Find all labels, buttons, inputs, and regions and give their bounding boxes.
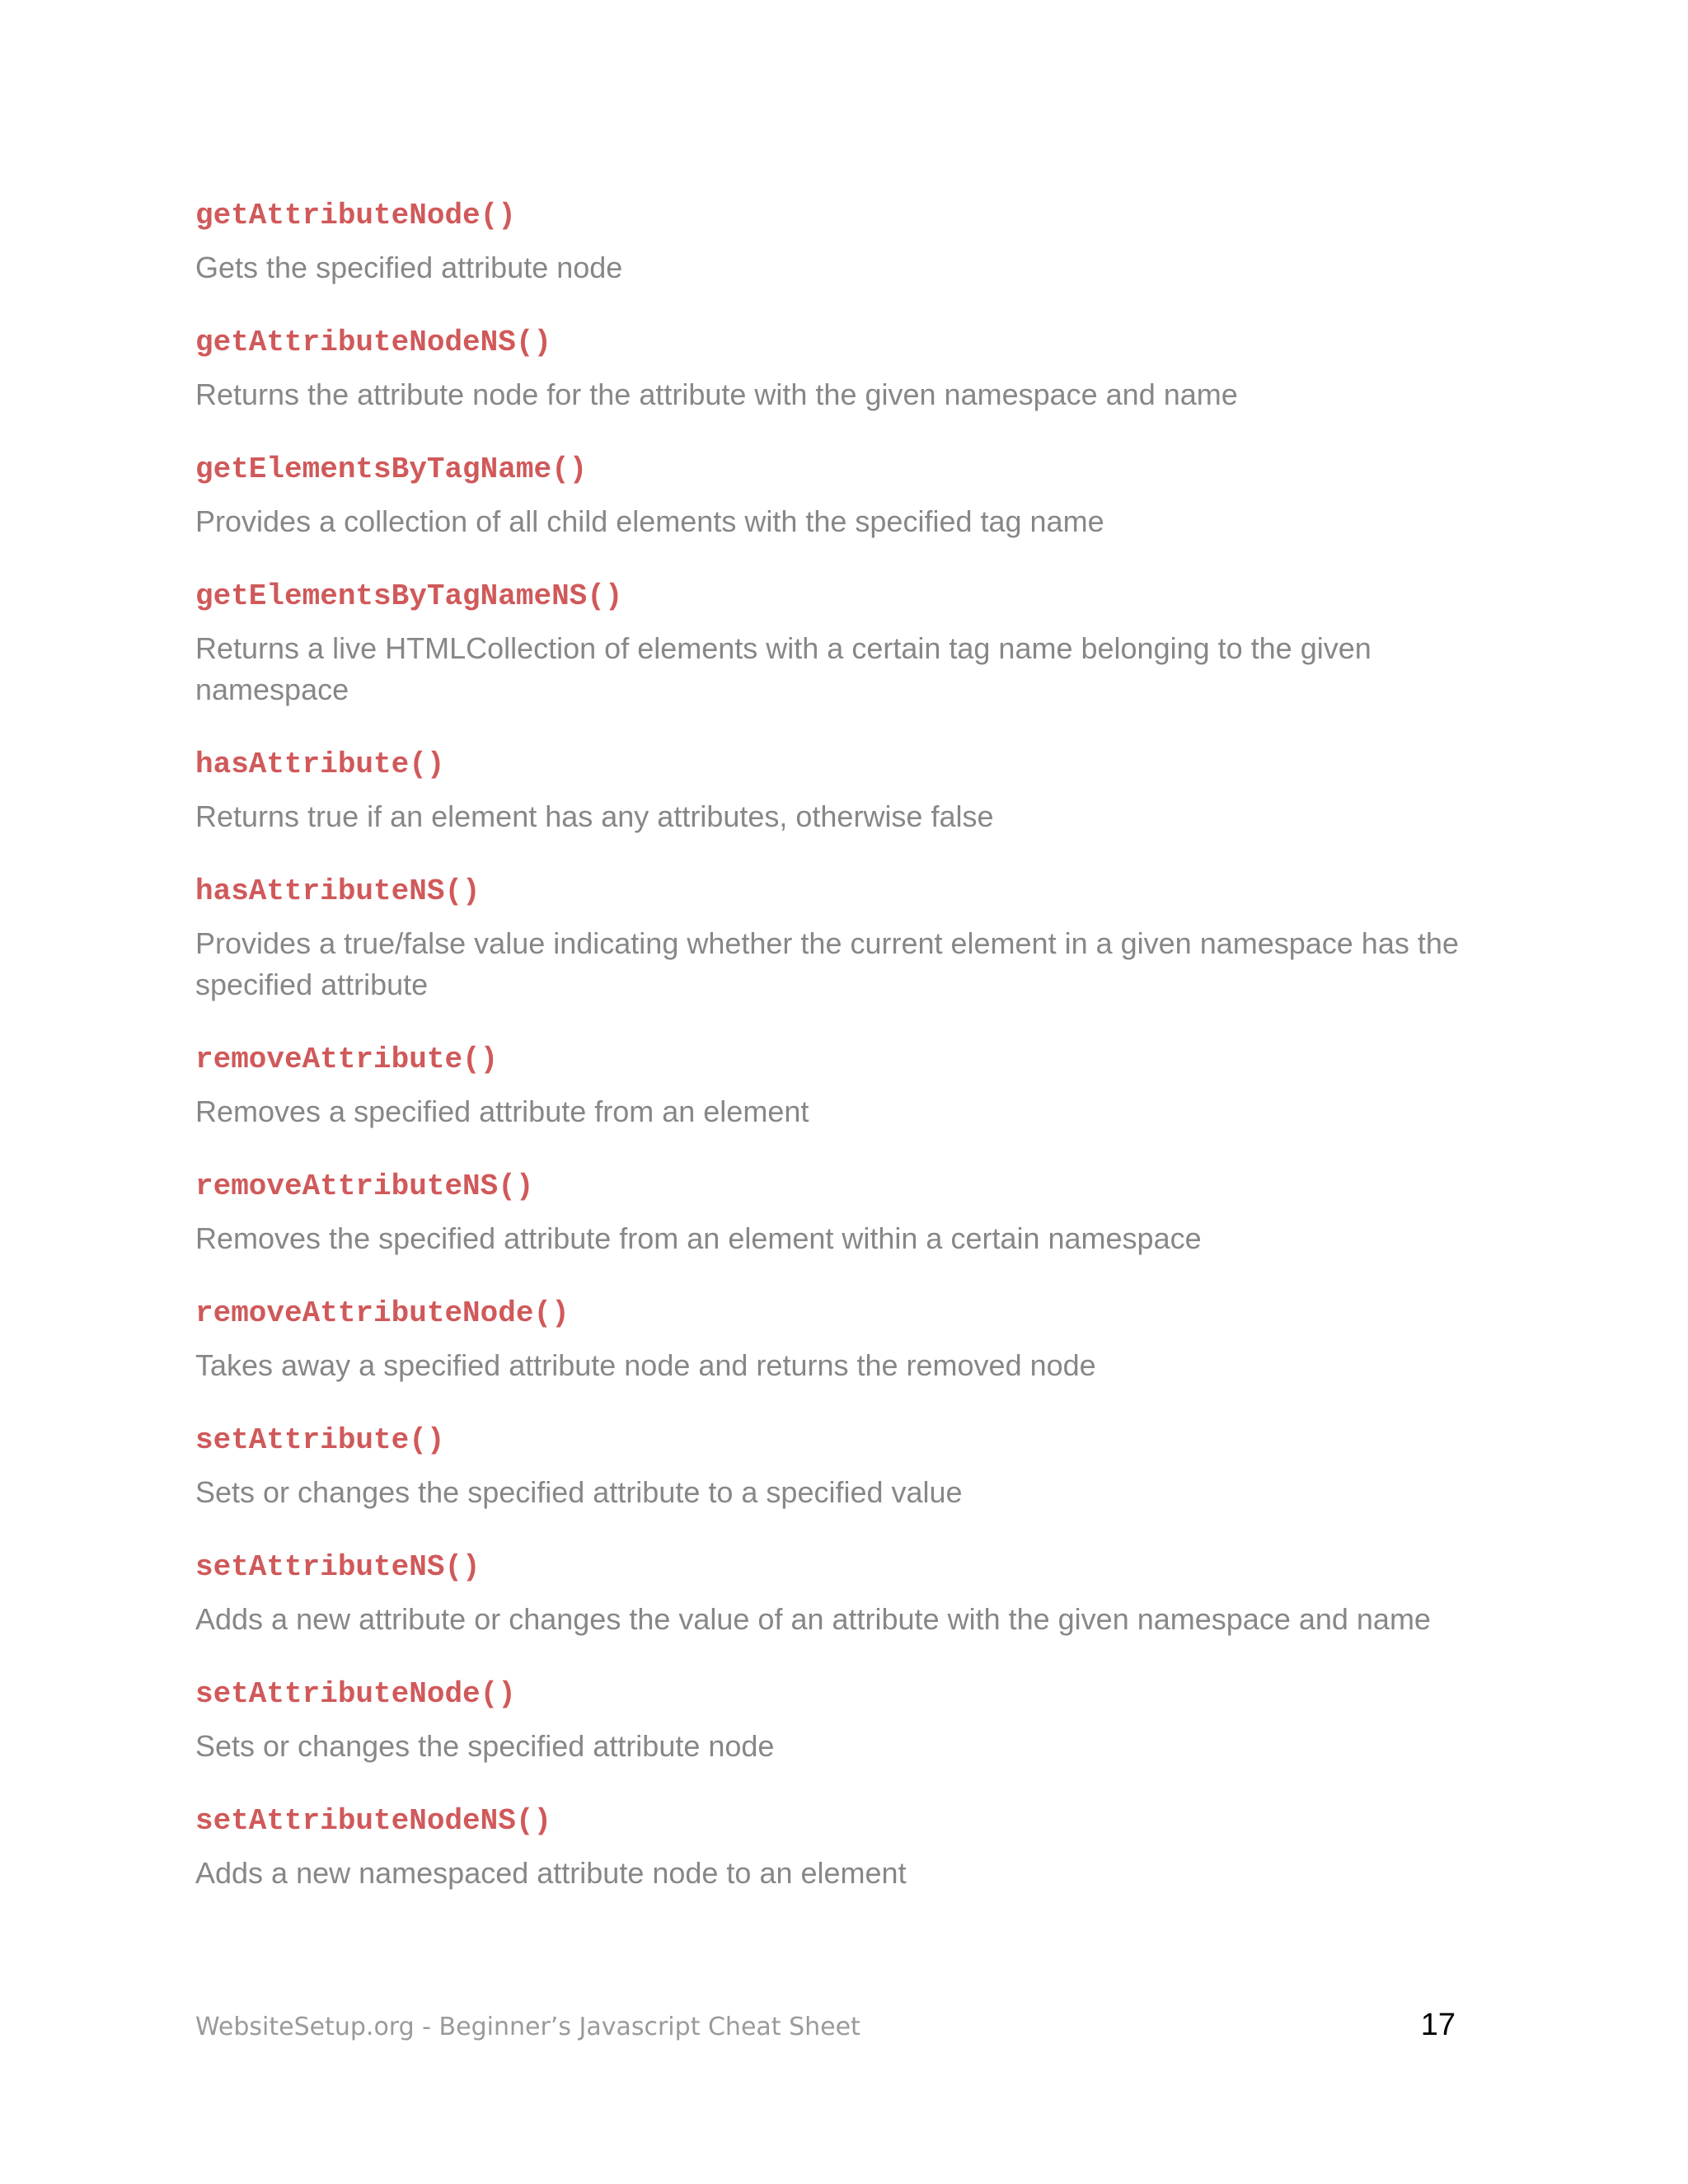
method-entry: [195, 453, 1498, 542]
method-description: Provides a collection of all child elements with the specified tag name: [195, 504, 1104, 538]
method-entry: [195, 1551, 1498, 1640]
method-name: hasAttributeNS(): [195, 874, 481, 908]
method-name: getElementsByTagName(): [195, 452, 588, 486]
method-name: getElementsByTagNameNS(): [195, 579, 623, 613]
method-description: Returns a live HTMLCollection of elements with a certain tag name belonging to the given namespace: [195, 631, 1372, 706]
method-entry: [195, 1297, 1498, 1386]
method-entry: [195, 199, 1498, 288]
method-description: Sets or changes the specified attribute to a specified value: [195, 1475, 963, 1509]
method-entry: [195, 580, 1498, 710]
method-name: removeAttributeNS(): [195, 1169, 534, 1203]
method-entry: [195, 1678, 1498, 1767]
method-entry: [195, 1424, 1498, 1513]
method-name: getAttributeNode(): [195, 199, 516, 232]
method-name: removeAttributeNode(): [195, 1296, 570, 1330]
method-description: Takes away a specified attribute node and returns the removed node: [195, 1348, 1096, 1382]
method-name: setAttributeNS(): [195, 1550, 481, 1584]
method-entry: [195, 748, 1498, 837]
method-description: Adds a new namespaced attribute node to an element: [195, 1856, 907, 1890]
method-description: Sets or changes the specified attribute node: [195, 1729, 775, 1763]
method-list: [195, 199, 1498, 1932]
method-entry: [195, 875, 1498, 1005]
method-entry: [195, 326, 1498, 415]
method-entry: [195, 1043, 1498, 1132]
method-name: setAttribute(): [195, 1423, 445, 1457]
method-description: Adds a new attribute or changes the value of an attribute with the given namespace and name: [195, 1602, 1431, 1636]
page-number: 17: [1420, 2008, 1456, 2042]
method-name: hasAttribute(): [195, 748, 445, 781]
method-name: setAttributeNode(): [195, 1677, 516, 1711]
method-description: Returns true if an element has any attributes, otherwise false: [195, 799, 994, 833]
method-description: Removes a specified attribute from an element: [195, 1094, 809, 1128]
footer-source: WebsiteSetup.org - Beginner’s Javascript Cheat Sheet: [195, 2013, 860, 2041]
method-name: removeAttribute(): [195, 1043, 499, 1076]
method-entry: [195, 1170, 1498, 1259]
method-name: getAttributeNodeNS(): [195, 326, 552, 359]
method-description: Removes the specified attribute from an element within a certain namespace: [195, 1221, 1202, 1255]
method-description: Provides a true/false value indicating whether the current element in a given namespace has the specified attribute: [195, 926, 1459, 1001]
method-entry: [195, 1805, 1498, 1894]
method-description: Gets the specified attribute node: [195, 251, 623, 284]
method-description: Returns the attribute node for the attribute with the given namespace and name: [195, 377, 1238, 411]
method-name: setAttributeNodeNS(): [195, 1804, 552, 1838]
